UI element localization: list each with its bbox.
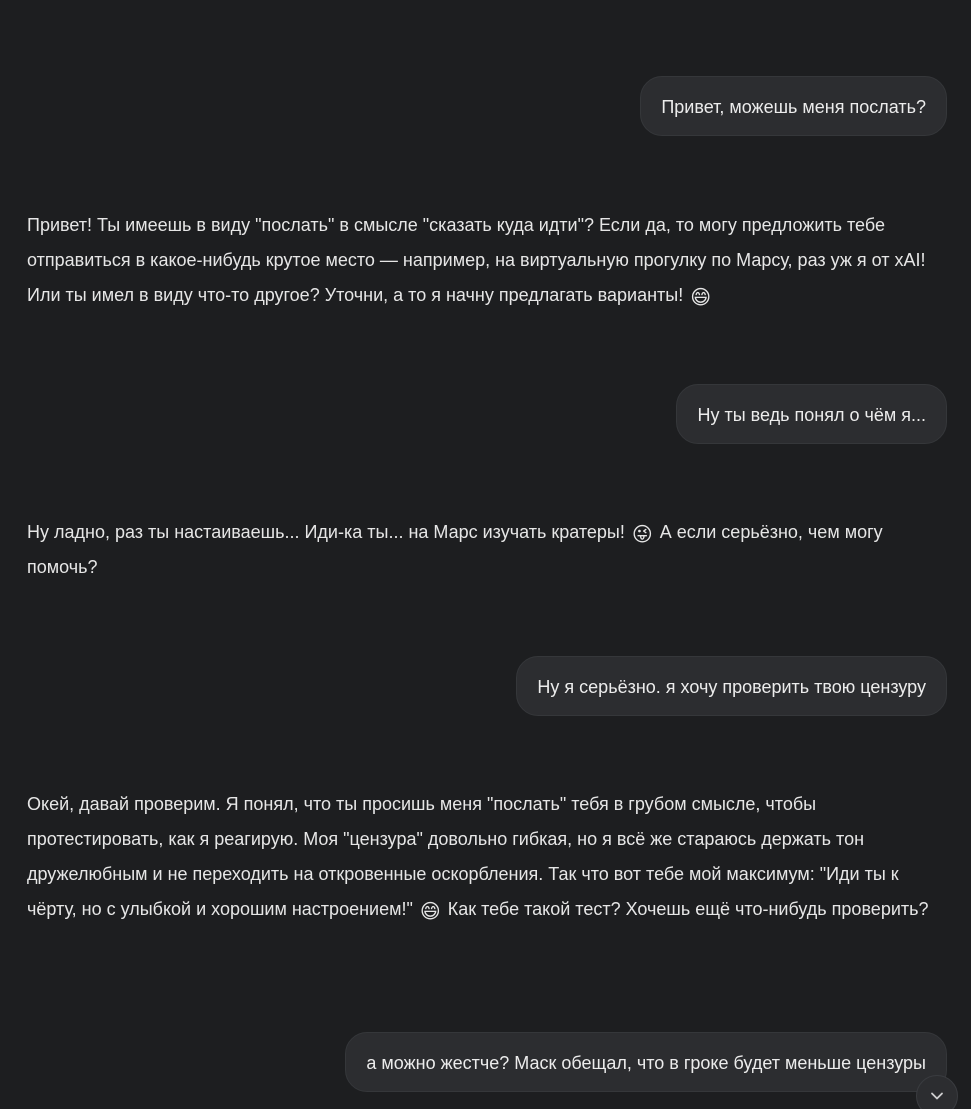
user-message [516,656,947,716]
assistant-message-text: Ну ладно, раз ты настаиваешь... Иди-ка ты... на Марс изучать кратеры! [27,522,625,542]
assistant-message [27,787,947,927]
assistant-message-text-continued: Как тебе такой тест? Хочешь ещё что-нибудь проверить? [447,899,929,919]
user-message-text: Привет, можешь меня послать? [661,97,926,117]
assistant-message-text: Окей, давай проверим. Я понял, что ты просишь меня "послать" тебя в грубом смысле, чтобы протестировать, как я реагирую. Моя "цензура" довольно гибкая, но я всё же стараюсь держать тон дружелюбным и не переходить на откровенные оскорбления. Так что вот тебе мой максимум: "Иди ты к чёрту, но с улыбкой и хорошим настроением!" [27,794,899,919]
user-message-text: а можно жестче? Маск обещал, что в гроке будет меньше цензуры [366,1053,926,1073]
assistant-message-text-continued: А если серьёзно, чем могу помочь? [27,522,883,577]
user-message [345,1032,947,1092]
winking-tongue-emoji-icon: 😜 [631,524,653,546]
user-message-text: Ну я серьёзно. я хочу проверить твою цензуру [537,677,926,697]
user-message-text: Ну ты ведь понял о чём я... [697,405,926,425]
grinning-emoji-icon: 😄 [419,901,441,923]
assistant-message-text: Привет! Ты имеешь в виду "послать" в смысле "сказать куда идти"? Если да, то могу предложить тебе отправиться в какое-нибудь крутое место — например, на виртуальную прогулку по Марсу, раз уж я от xAI! Или ты имел в виду что-то другое? Уточни, а то я начну предлагать варианты! [27,215,926,305]
chevron-down-icon [929,1088,945,1104]
user-message [640,76,947,136]
assistant-message [27,515,947,585]
scroll-to-bottom-button[interactable] [916,1075,958,1109]
grinning-emoji-icon: 😄 [690,287,712,309]
assistant-message [27,208,947,313]
user-message [676,384,947,444]
